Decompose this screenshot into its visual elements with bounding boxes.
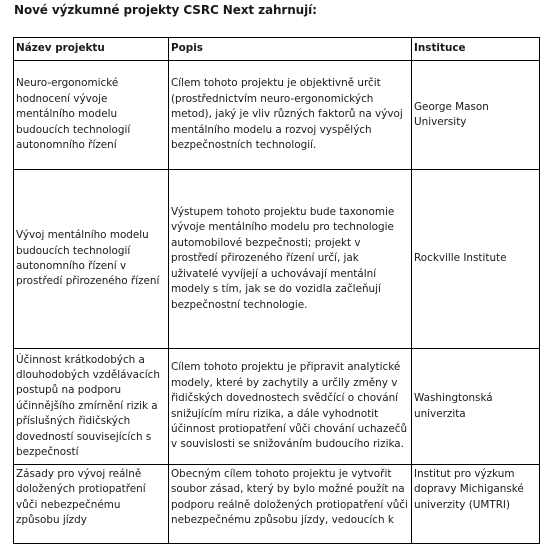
project-description-cell: Cílem tohoto projektu je připravit analytické modely, které by zachytily a určily změny v řidičských dovednostech svědčící o chování snižujícím míru rizika, a dále vyhodnotit účinnost protiopatření vůči chování uchazečů v souvislosti se snižováním budoucího rizika.: [169, 349, 412, 465]
project-name-cell: Neuro-ergonomické hodnocení vývoje mentálního modelu budoucích technologií autonomního řízení: [14, 61, 169, 170]
project-name-cell: Účinnost krátkodobých a dlouhodobých vzdělávacích postupů na podporu účinnějšího zmírnění rizik a příslušných řidičských dovedností souvisejících s bezpečností: [14, 349, 169, 465]
table-row: [14, 170, 540, 349]
header-project-name: Název projektu: [14, 38, 169, 61]
page-heading: Nové výzkumné projekty CSRC Next zahrnují:: [14, 3, 317, 17]
project-institution-text: Institut pro výzkum dopravy Michiganské univerzity (UMTRI): [414, 468, 524, 511]
project-description-text: Obecným cílem tohoto projektu je vytvořit soubor zásad, který by bylo možné použít na podporu reálně doložených protiopatření vůči nebezpečnému způsobu jízdy, vedoucích k: [171, 468, 408, 527]
header-institution: Instituce: [412, 38, 540, 61]
project-name-text: Zásady pro vývoj reálně doložených protiopatření vůči nebezpečnému způsobu jízdy: [16, 468, 146, 527]
project-institution-cell: Rockville Institute: [412, 170, 540, 349]
table-row: [14, 349, 540, 465]
project-name-cell: [14, 465, 169, 544]
project-institution-cell: Washingtonská univerzita: [412, 349, 540, 465]
table-row: [14, 465, 540, 544]
project-institution-cell: [412, 465, 540, 544]
project-institution-cell: George Mason University: [412, 61, 540, 170]
table-row: [14, 61, 540, 170]
project-description-cell: Cílem tohoto projektu je objektivně určit (prostřednictvím neuro-ergonomických metod), jaký je vliv různých faktorů na vývoj mentálního modelu a rozvoj vyspělých bezpečnostních technologií.: [169, 61, 412, 170]
projects-table: [13, 37, 540, 544]
project-description-cell: [169, 465, 412, 544]
project-description-cell: Výstupem tohoto projektu bude taxonomie vývoje mentálního modelu pro technologie automobilové bezpečnosti; projekt v prostředí přirozeného řízení určí, jak uživatelé vyvíjejí a uchovávají mentální modely s tím, jak se do vozidla začleňují bezpečnostní technologie.: [169, 170, 412, 349]
project-name-cell: Vývoj mentálního modelu budoucích technologií autonomního řízení v prostředí přirozeného řízení: [14, 170, 169, 349]
header-description: Popis: [169, 38, 412, 61]
table-header-row: [14, 38, 540, 61]
